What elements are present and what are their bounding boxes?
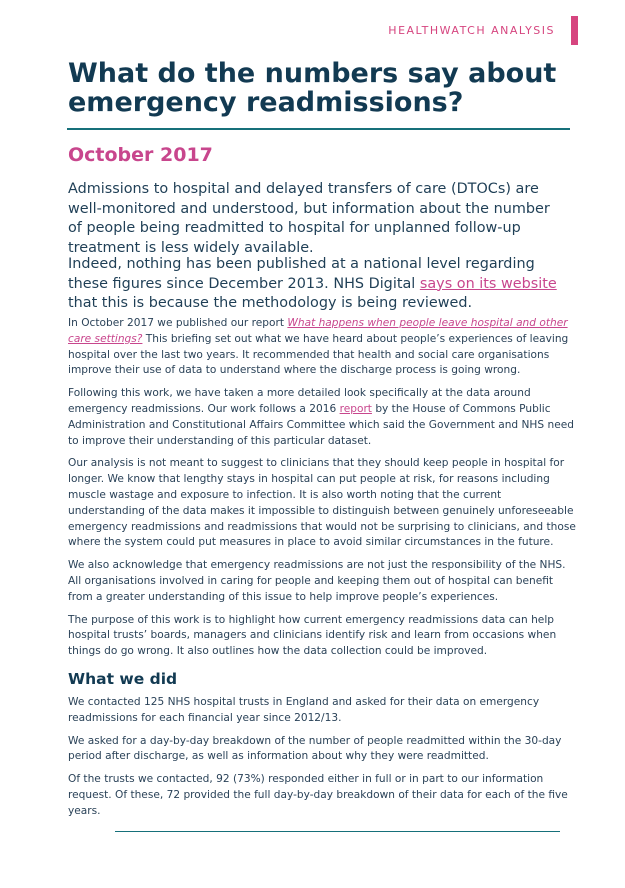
lead2-text-before: Indeed, nothing has been published at a national level regarding these figures since December 2013. NHS Digital bbox=[68, 256, 535, 292]
body-paragraph-2 bbox=[68, 386, 578, 449]
body-paragraph-4: We also acknowledge that emergency readmissions are not just the responsibility of the NHS. All organisations involved in caring for people and keeping them out of hospital can benefit from a greater understanding of this issue to help improve people’s experiences. bbox=[68, 559, 566, 603]
section-paragraph-2: We asked for a day-by-day breakdown of the number of people readmitted within the 30-day period after discharge, as well as information about why they were readmitted. bbox=[68, 734, 562, 763]
report-title-link[interactable]: What happens when people leave hospital and other care settings? bbox=[68, 317, 568, 345]
section-heading-what-we-did: What we did bbox=[68, 670, 178, 688]
lead-paragraph-2 bbox=[68, 255, 568, 314]
body-paragraph-5: The purpose of this work is to highlight how current emergency readmissions data can help hospital trusts’ boards, managers and clinicians identify risk and learn from occasions when things do go wrong. It also outlines how the data collection could be improved. bbox=[68, 613, 557, 658]
page-title: What do the numbers say about emergency readmissions? bbox=[68, 58, 557, 118]
publication-date: October 2017 bbox=[68, 144, 213, 166]
p2-text-after: by the House of Commons Public Administration and Constitutional Affairs Committee which said the Government and NHS need to improve their understanding of this particular dataset. bbox=[68, 402, 574, 447]
p1-text-before: In October 2017 we published our report bbox=[68, 317, 288, 329]
header-label: HEALTHWATCH ANALYSIS bbox=[388, 24, 555, 37]
p1-text-after: This briefing set out what we have heard about people’s experiences of leaving hospital over the last two years. It recommended that health and social care organisations improve their use of data to understand where the discharge process is going wrong. bbox=[68, 332, 569, 377]
lead-paragraph-1: Admissions to hospital and delayed transfers of care (DTOCs) are well-monitored and understood, but information about the number of people being readmitted to hospital for unplanned follow-up treatment is less widely available. bbox=[68, 181, 550, 256]
footer-divider bbox=[115, 831, 560, 832]
says-on-its-website-link[interactable]: says on its website bbox=[419, 275, 557, 292]
p2-text-before: Following this work, we have taken a more detailed look specifically at the data around emergency readmissions. Our work follows a 2016 bbox=[68, 387, 531, 415]
committee-report-link[interactable]: report bbox=[339, 402, 372, 415]
body-paragraph-1 bbox=[68, 316, 578, 379]
header-accent-bar bbox=[571, 16, 578, 45]
body-paragraph-3: Our analysis is not meant to suggest to clinicians that they should keep people in hospital for longer. We know that lengthy stays in hospital can put people at risk, for reasons including muscle wastage and exposure to infection. It is also worth noting that the current understanding of the data makes it impossible to distinguish between genuinely unforeseeable emergency readmissions and readmissions that would not be surprising to clinicians, and those where the system could put measures in place to avoid similar circumstances in the future. bbox=[68, 457, 576, 549]
section-paragraph-1: We contacted 125 NHS hospital trusts in England and asked for their data on emergency readmissions for each financial year since 2012/13. bbox=[68, 696, 540, 724]
section-paragraph-3: Of the trusts we contacted, 92 (73%) responded either in full or in part to our information request. Of these, 72 provided the full day-by-day breakdown of their data for each of the five years. bbox=[68, 773, 568, 817]
lead2-text-after: that this is because the methodology is being reviewed. bbox=[68, 295, 473, 311]
title-divider bbox=[67, 128, 570, 130]
body-text bbox=[68, 316, 578, 667]
what-we-did-section bbox=[68, 695, 578, 827]
